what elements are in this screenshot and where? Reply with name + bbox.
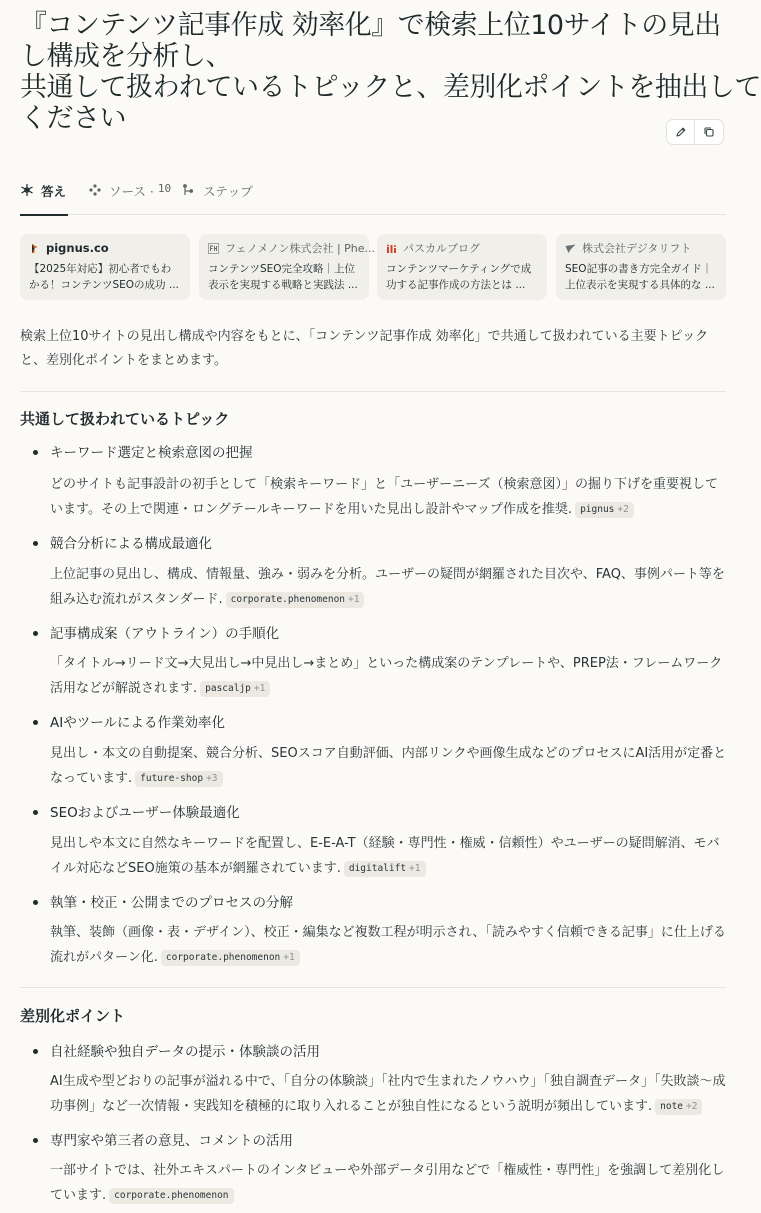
- topic-title-text: キーワード選定と検索意図の把握: [50, 445, 253, 461]
- citation-source: corporate.phenomenon: [230, 594, 346, 605]
- query-title-line: ください: [20, 103, 126, 134]
- copy-icon: [703, 126, 715, 138]
- diff-body-text: 一部サイトでは、社外エキスパートのインタビューや外部データ引用などで「権威性・専門性」を強調して差別化しています.: [50, 1163, 725, 1203]
- citation-source: note: [660, 1101, 684, 1112]
- edit-query-button[interactable]: [666, 119, 695, 145]
- source-site: [565, 241, 717, 255]
- section-divider: [20, 987, 726, 988]
- topic-title-text: SEOおよびユーザー体験最適化: [50, 805, 240, 821]
- tab-steps[interactable]: [182, 176, 253, 215]
- bullet: [33, 1138, 38, 1143]
- topic-body-text: 見出しや本文に自然なキーワードを配置し、E-E-A-T（経験・専門性・権威・信頼性）やユーザーの疑問解消、モバイル対応などSEO施策の基本が網羅されています.: [50, 836, 720, 876]
- citation-source: future-shop: [140, 773, 204, 784]
- citation-source: corporate.phenomenon: [165, 952, 281, 963]
- citation-more: +1: [348, 594, 360, 605]
- topic-body-text: どのサイトも記事設計の初手として「検索キーワード」と「ユーザーニーズ（検索意図）」の掘り下げを重要視しています。その上で関連・ロングテールキーワードを用いた見出し設計やマップ作成を推奨.: [50, 477, 718, 517]
- citation-more: +2: [617, 504, 629, 515]
- topic-body-text: 執筆、装飾（画像・表・デザイン）、校正・編集など複数工程が明示され、「読みやすく信頼できる記事」に仕上げる流れがパターン化.: [50, 925, 726, 965]
- source-cards: [20, 234, 727, 300]
- tab-sources[interactable]: [88, 176, 171, 215]
- result-tabs: [20, 176, 726, 215]
- citation-more: +1: [283, 952, 295, 963]
- diff-body-text: AI生成や型どおりの記事が溢れる中で、「自分の体験談」「社内で生まれたノウハウ」「独自調査データ」「失敗談〜成功事例」など一次情報・実践知を積極的に取り入れることが独自性になるという説明が頻出しています.: [50, 1074, 726, 1114]
- steps-icon: [182, 183, 196, 197]
- source-title: 【2025年対応】初心者でもわかる！コンテンツSEOの成功 ...: [29, 263, 179, 291]
- source-card[interactable]: [20, 234, 190, 300]
- bullet: [33, 810, 38, 815]
- source-site: [386, 241, 538, 255]
- copy-query-button[interactable]: [695, 119, 724, 145]
- citation-source: corporate.phenomenon: [114, 1190, 229, 1201]
- tab-answer-label: 答え: [41, 184, 67, 199]
- diff-title-text: 自社経験や独自データの提示・体験談の活用: [50, 1044, 320, 1060]
- tab-steps-label: ステップ: [203, 184, 253, 199]
- sources-icon: [88, 183, 102, 197]
- bullet: [33, 541, 38, 546]
- diff-title: [33, 1129, 293, 1149]
- bullet: [33, 450, 38, 455]
- source-card[interactable]: [377, 234, 547, 300]
- query-actions: [666, 119, 724, 145]
- source-title: コンテンツSEO完全攻略｜上位表示を実現する戦略と実践法 ...: [208, 263, 358, 291]
- topic-title-text: 記事構成案（アウトライン）の手順化: [50, 626, 280, 642]
- topic-body: [50, 920, 730, 970]
- topic-title-text: 競合分析による構成最適化: [50, 536, 212, 552]
- citation-chip[interactable]: [226, 592, 365, 608]
- topic-body: [50, 562, 730, 612]
- citation-more: +1: [409, 863, 421, 874]
- phenomenon-favicon: [208, 243, 219, 254]
- pencil-icon: [675, 126, 687, 138]
- diff-title-text: 専門家や第三者の意見、コメントの活用: [50, 1133, 293, 1149]
- source-title: SEO記事の書き方完全ガイド｜上位表示を実現する具体的な ...: [565, 263, 715, 291]
- topic-title-text: AIやツールによる作業効率化: [50, 715, 225, 731]
- citation-chip[interactable]: [161, 950, 300, 966]
- citation-chip[interactable]: [655, 1099, 702, 1115]
- citation-source: pignus: [580, 504, 615, 515]
- query-title: [20, 10, 761, 134]
- topic-title: [33, 891, 293, 911]
- diff-body: [50, 1158, 730, 1208]
- topic-title: [33, 711, 225, 731]
- topic-title: [33, 622, 279, 642]
- topic-body: [50, 741, 730, 791]
- tab-answer[interactable]: [20, 176, 66, 215]
- pascal-favicon: [386, 243, 397, 254]
- citation-chip[interactable]: [109, 1188, 233, 1204]
- source-title: コンテンツマーケティングで成功する記事作成の方法とは ...: [386, 263, 532, 291]
- citation-more: +2: [686, 1101, 698, 1112]
- topic-title: [33, 801, 240, 821]
- citation-chip[interactable]: [135, 771, 222, 787]
- topic-body-text: 「タイトル→リード文→大見出し→中見出し→まとめ」といった構成案のテンプレートや、PREP法・フレームワーク活用などが解説されます.: [50, 656, 723, 696]
- digitalift-favicon: [565, 243, 576, 254]
- diff-title: [33, 1040, 320, 1060]
- topic-title: [33, 532, 212, 552]
- citation-more: +3: [206, 773, 218, 784]
- source-site-name: 株式会社デジタリフト: [582, 242, 692, 255]
- bullet: [33, 631, 38, 636]
- answer-intro: 検索上位10サイトの見出し構成や内容をもとに、「コンテンツ記事作成 効率化」で共通して扱われている主要トピックと、差別化ポイントをまとめます。: [20, 329, 709, 368]
- citation-source: digitalift: [348, 863, 407, 874]
- topic-body: [50, 472, 730, 522]
- tab-sources-count: 10: [157, 182, 172, 195]
- topic-body: [50, 831, 730, 881]
- query-title-line: 共通して扱われているトピックと、差別化ポイントを抽出して: [20, 72, 761, 103]
- query-title-line: 『コンテンツ記事作成 効率化』で検索上位10サイトの見出: [20, 10, 721, 41]
- source-card[interactable]: [556, 234, 726, 300]
- differentiation-heading: 差別化ポイント: [20, 1007, 126, 1025]
- citation-chip[interactable]: [575, 502, 634, 518]
- bullet: [33, 720, 38, 725]
- bullet: [33, 900, 38, 905]
- topic-body-text: 上位記事の見出し、構成、情報量、強み・弱みを分析。ユーザーの疑問が網羅された目次や、FAQ、事例パート等を組み込む流れがスタンダード.: [50, 567, 725, 607]
- source-site: [29, 241, 181, 255]
- common-topics-heading: 共通して扱われているトピック: [20, 410, 230, 428]
- citation-source: pascaljp: [205, 683, 251, 694]
- tab-sources-label: ソース ·: [109, 184, 154, 199]
- source-site-name: フェノメノン株式会社 | Phe...: [225, 242, 376, 255]
- topic-title: [33, 441, 253, 461]
- query-title-line: し構成を分析し、: [20, 41, 232, 72]
- bullet: [33, 1049, 38, 1054]
- diff-body: [50, 1069, 730, 1119]
- citation-chip[interactable]: [344, 861, 426, 877]
- source-site-name: pignus.co: [46, 241, 109, 255]
- source-card[interactable]: [199, 234, 376, 300]
- topic-title-text: 執筆・校正・公開までのプロセスの分解: [50, 895, 293, 911]
- source-site: [208, 241, 376, 255]
- section-divider: [20, 391, 726, 392]
- answer-icon: [20, 183, 34, 197]
- topic-body-text: 見出し・本文の自動提案、競合分析、SEOスコア自動評価、内部リンクや画像生成などのプロセスにAI活用が定番となっています.: [50, 746, 727, 786]
- topic-body: [50, 651, 730, 701]
- citation-chip[interactable]: [200, 681, 270, 697]
- pignus-favicon: [29, 243, 40, 254]
- source-site-name: パスカルブログ: [403, 242, 480, 255]
- citation-more: +1: [253, 683, 266, 694]
